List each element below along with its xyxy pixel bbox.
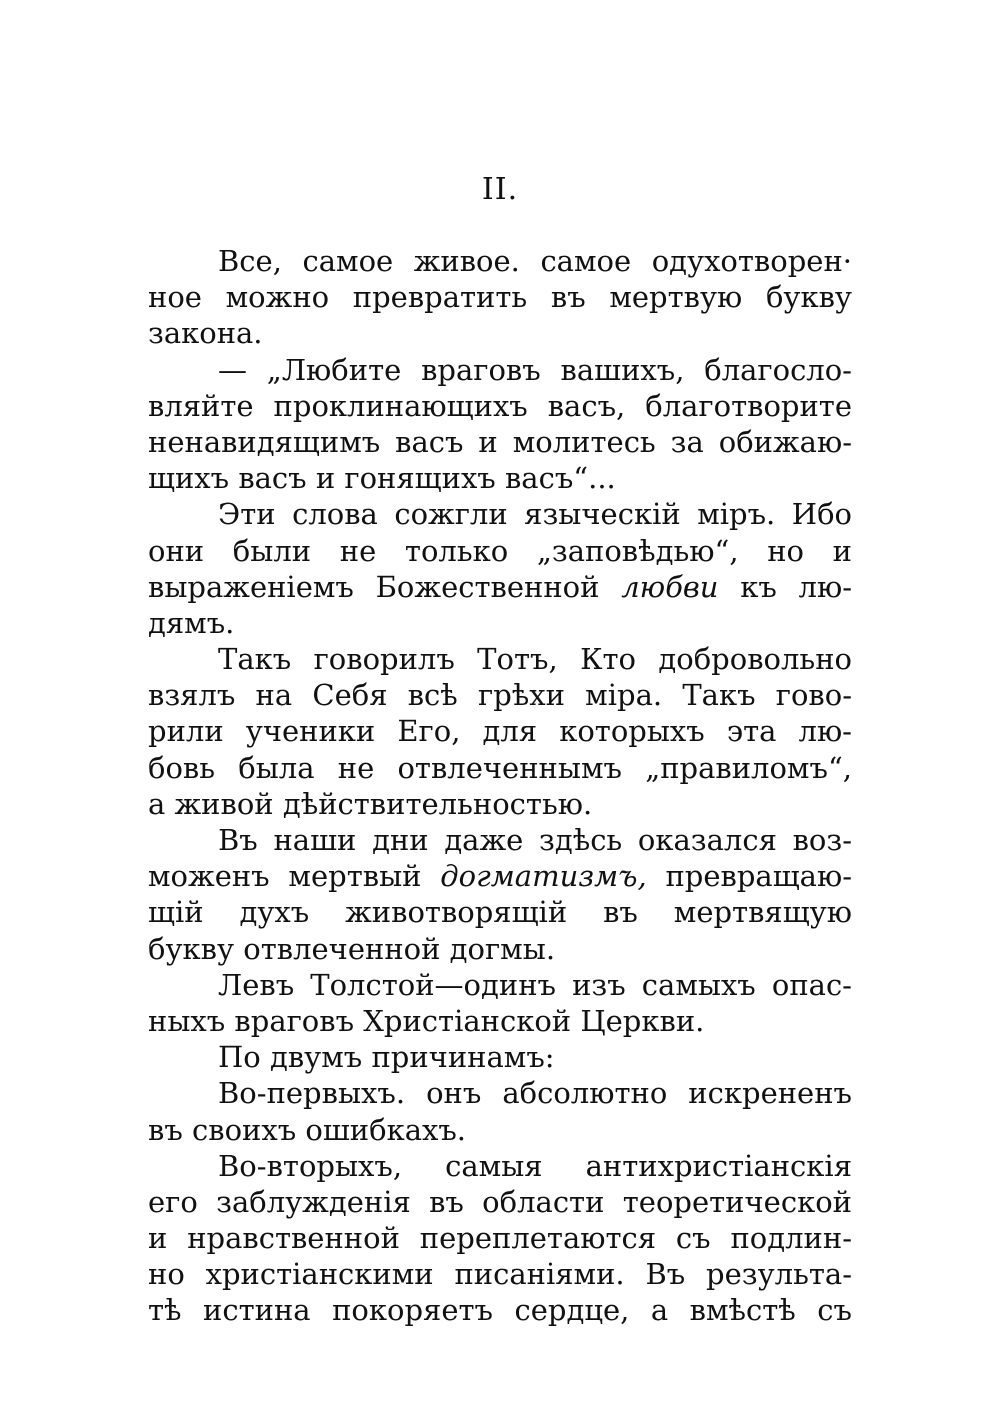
text-line: вляйте проклинающихъ васъ, благотворите [148, 388, 852, 423]
text-line: въ своихъ ошибкахъ. [148, 1112, 467, 1147]
text-line: щихъ васъ и гонящихъ васъ“... [148, 461, 616, 496]
emphasized-word: любви [621, 569, 719, 604]
text-line: выраженіемъ Божественной любви къ лю- [148, 569, 853, 604]
text-line: а живой дѣйствительностью. [148, 786, 593, 821]
text-line: моженъ мертвый догматизмъ, превращаю- [148, 859, 852, 894]
text-line: дямъ. [148, 605, 235, 640]
text-line: но христіанскими писаніями. Въ результа- [148, 1257, 852, 1292]
text-line: Во-вторыхъ, самыя антихристіанскія [218, 1148, 852, 1183]
text-line: щій духъ животворящій въ мертвящую [148, 895, 852, 930]
text-line: его заблужденія въ области теоретической [148, 1184, 852, 1219]
text-line: Все, самое живое. самое одухотворен· [218, 244, 852, 278]
text-line: тѣ истина покоряетъ сердце, а вмѣстѣ съ [148, 1293, 852, 1328]
text-line: По двумъ причинамъ: [218, 1040, 555, 1075]
text-line: закона. [148, 316, 263, 351]
text-line: букву отвлеченной догмы. [148, 931, 556, 966]
text-line: бовь была не отвлеченнымъ „правиломъ“, [148, 750, 852, 785]
text-line: Такъ говорилъ Тотъ, Кто добровольно [218, 642, 852, 677]
page-body-text [148, 243, 852, 1329]
text-line: Левъ Толстой—одинъ изъ самыхъ опас- [218, 967, 852, 1002]
text-line: они были не только „заповѣдью“, но и [148, 533, 852, 568]
text-line: взялъ на Себя всѣ грѣхи міра. Такъ гово- [148, 678, 852, 713]
text-line: ныхъ враговъ Христіанской Церкви. [148, 1003, 705, 1038]
text-line: Во-первыхъ. онъ абсолютно искрененъ [218, 1076, 852, 1111]
text-line: Въ наши дни даже здѣсь оказался воз- [218, 823, 852, 857]
text-line: ное можно превратить въ мертвую букву [148, 280, 852, 315]
text-line: Эти слова сожгли языческій міръ. Ибо [218, 497, 852, 532]
text-line: и нравственной переплетаются съ подлин- [148, 1221, 852, 1256]
text-line: — „Любите враговъ вашихъ, благосло- [218, 352, 852, 387]
page-number: II. [481, 172, 519, 207]
emphasized-word: догматизмъ, [440, 859, 647, 894]
text-line: ненавидящимъ васъ и молитесь за обижаю- [148, 424, 852, 459]
text-line: рили ученики Его, для которыхъ эта лю- [148, 714, 852, 749]
